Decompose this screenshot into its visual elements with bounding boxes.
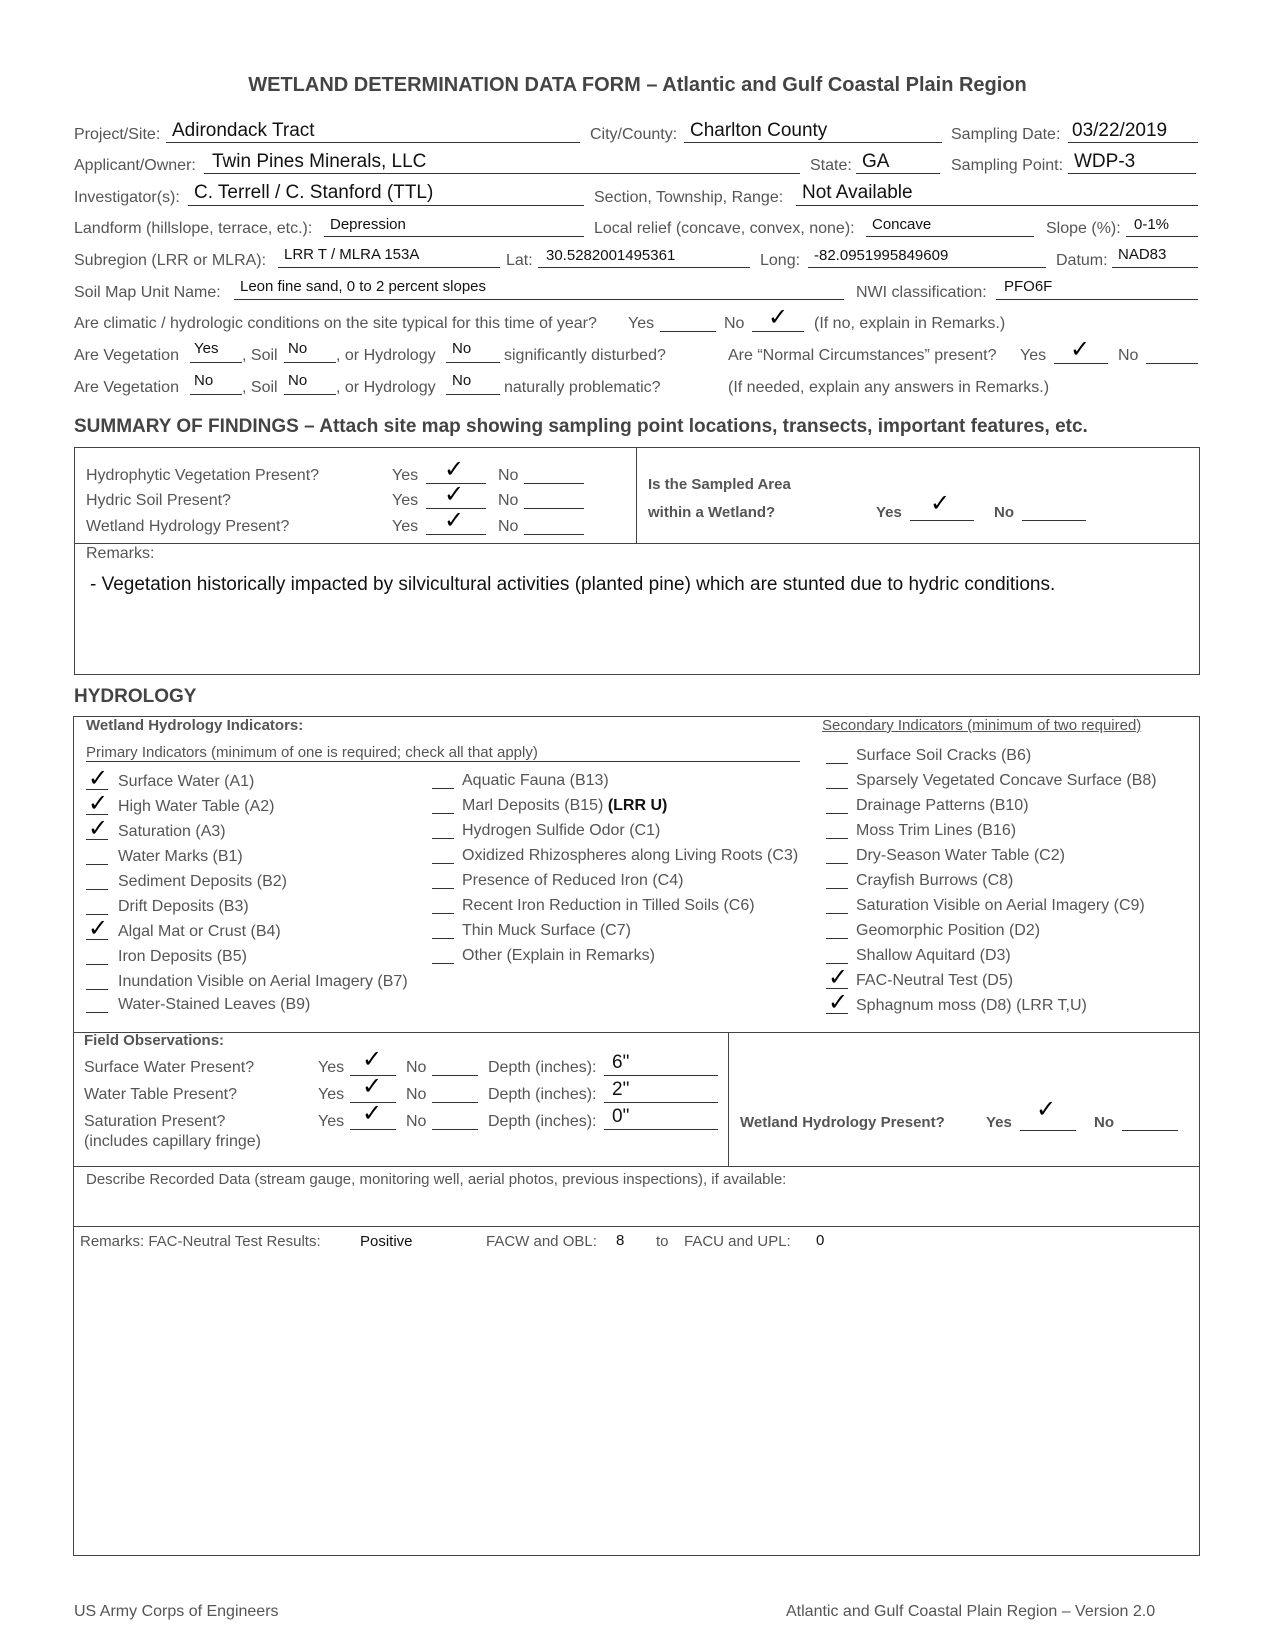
section-value[interactable]: Not Available: [802, 182, 913, 203]
indicator-checkbox[interactable]: [826, 788, 848, 789]
indicator-label: [462, 922, 631, 940]
remarks-divider: [73, 1226, 1199, 1227]
climatic-no-label: No: [724, 315, 745, 332]
wetland-hydro-yes-label: Yes: [986, 1114, 1012, 1131]
applicant-label: Applicant/Owner:: [74, 157, 196, 174]
climatic-note: (If no, explain in Remarks.): [814, 315, 1006, 332]
problem-veg-label: Are Vegetation: [74, 379, 179, 396]
table-depth-value[interactable]: 2": [612, 1079, 630, 1100]
surface-depth-value[interactable]: 6": [612, 1052, 630, 1073]
subregion-label: Subregion (LRR or MLRA):: [74, 252, 267, 269]
recorded-divider: [73, 1166, 1199, 1167]
city-value[interactable]: Charlton County: [690, 120, 828, 141]
facu-label: FACU and UPL:: [684, 1233, 791, 1250]
indicator-checkbox[interactable]: [432, 938, 454, 939]
checkmark-icon: ✓: [88, 790, 109, 817]
indicator-label: [118, 996, 310, 1014]
normal-no-line[interactable]: [1146, 363, 1198, 364]
indicators-label: Wetland Hydrology Indicators:: [86, 717, 304, 734]
indicator-text: Water-Stained Leaves (B9): [118, 996, 311, 1013]
table-no-line[interactable]: [432, 1102, 478, 1103]
indicator-text: Iron Deposits (B5): [118, 948, 247, 965]
indicator-label: [462, 947, 655, 965]
indicator-checkbox[interactable]: [826, 763, 848, 764]
nwi-line: [996, 299, 1198, 300]
indicator-label: [856, 872, 1013, 890]
no-label: No: [406, 1086, 427, 1103]
indicator-text: Marl Deposits (B15): [462, 797, 604, 814]
landform-label: Landform (hillslope, terrace, etc.):: [74, 220, 313, 237]
disturbed-veg-value[interactable]: Yes: [194, 340, 219, 357]
disturbed-soil-line: [284, 362, 336, 363]
soil-no-line[interactable]: [524, 508, 584, 509]
checkmark-icon: ✓: [88, 915, 109, 942]
recorded-data-label: Describe Recorded Data (stream gauge, monitoring well, aerial photos, previous inspections), if available:: [86, 1171, 787, 1188]
indicator-checkbox[interactable]: [86, 989, 108, 990]
checkmark-icon: ✓: [444, 507, 465, 534]
field-obs-vertical: [728, 1032, 729, 1166]
form-title: WETLAND DETERMINATION DATA FORM – Atlantic and Gulf Coastal Plain Region: [248, 74, 1027, 96]
datum-label: Datum:: [1056, 252, 1108, 269]
section-line: [796, 205, 1198, 206]
section-label: Section, Township, Range:: [594, 189, 784, 206]
hydro-remarks-label: Remarks: FAC-Neutral Test Results:: [80, 1233, 321, 1250]
applicant-line: [204, 173, 800, 174]
indicator-label: [856, 997, 1087, 1015]
point-line: [1068, 173, 1196, 174]
indicator-text: Surface Water (A1): [118, 773, 255, 790]
landform-line: [324, 236, 584, 237]
long-value[interactable]: -82.0951995849609: [814, 247, 949, 264]
soil-value[interactable]: Leon fine sand, 0 to 2 percent slopes: [240, 278, 487, 295]
indicator-label: [462, 772, 609, 790]
yes-label: Yes: [318, 1113, 345, 1130]
slope-label: Slope (%):: [1046, 220, 1121, 237]
sampled-no-line[interactable]: [1022, 520, 1086, 521]
disturbed-soil-label: , Soil: [242, 347, 278, 364]
indicator-label: [118, 873, 287, 891]
indicator-checkbox[interactable]: [826, 888, 848, 889]
city-line: [684, 142, 942, 143]
indicator-checkbox[interactable]: [432, 888, 454, 889]
indicator-label: [856, 797, 1029, 815]
climatic-question: Are climatic / hydrologic conditions on the site typical for this time of year?: [74, 315, 597, 332]
field-obs-label-table: Water Table Present?: [84, 1086, 237, 1103]
climatic-yes-line[interactable]: [660, 331, 716, 332]
field-obs-label-saturation: Saturation Present?: [84, 1113, 226, 1130]
surface-depth-line: [604, 1075, 718, 1076]
date-value[interactable]: 03/22/2019: [1072, 120, 1168, 141]
relief-label: Local relief (concave, convex, none):: [594, 220, 855, 237]
indicator-text: Saturation Visible on Aerial Imagery (C9): [856, 897, 1145, 914]
indicator-checkbox[interactable]: [432, 788, 454, 789]
checkmark-icon: ✓: [88, 765, 109, 792]
no-label: No: [498, 518, 519, 535]
state-value[interactable]: GA: [862, 151, 890, 172]
checkmark-icon: ✓: [362, 1046, 383, 1073]
indicator-label: [462, 847, 798, 865]
indicator-label: [856, 922, 1040, 940]
datum-value[interactable]: NAD83: [1118, 246, 1167, 263]
nwi-value[interactable]: PFO6F: [1004, 278, 1053, 295]
indicator-label: [856, 822, 1016, 840]
point-label: Sampling Point:: [951, 157, 1064, 174]
indicator-label: [856, 897, 1145, 915]
problem-veg-value[interactable]: No: [194, 372, 214, 389]
surface-no-line[interactable]: [432, 1075, 478, 1076]
point-value[interactable]: WDP-3: [1074, 151, 1136, 172]
subregion-line: [278, 267, 500, 268]
indicator-text: Water Marks (B1): [118, 848, 243, 865]
saturation-yes-line[interactable]: [350, 1129, 396, 1130]
lat-line: [538, 267, 750, 268]
indicator-text: Dry-Season Water Table (C2): [856, 847, 1065, 864]
indicator-text: Moss Trim Lines (B16): [856, 822, 1017, 839]
lat-value[interactable]: 30.5282001495361: [546, 247, 676, 264]
sampled-yes-label: Yes: [876, 504, 902, 521]
indicator-text: Oxidized Rhizospheres along Living Roots (C3): [462, 847, 799, 864]
date-label: Sampling Date:: [951, 126, 1061, 143]
facw-label: FACW and OBL:: [486, 1233, 597, 1250]
relief-value[interactable]: Concave: [872, 216, 932, 233]
disturbed-veg-label: Are Vegetation: [74, 347, 179, 364]
veg-no-line[interactable]: [524, 483, 584, 484]
indicator-text: Hydrogen Sulfide Odor (C1): [462, 822, 661, 839]
indicator-label: [118, 898, 249, 916]
saturation-no-line[interactable]: [432, 1129, 478, 1130]
indicator-text: Surface Soil Cracks (B6): [856, 747, 1032, 764]
hydro-yes-line[interactable]: [426, 534, 486, 535]
disturbed-soil-value[interactable]: No: [288, 340, 308, 357]
indicator-text: Thin Muck Surface (C7): [462, 922, 631, 939]
indicator-label: [118, 923, 281, 941]
indicator-text: FAC-Neutral Test (D5): [856, 972, 1014, 989]
indicator-text: Shallow Aquitard (D3): [856, 947, 1011, 964]
slope-value[interactable]: 0-1%: [1134, 216, 1170, 233]
normal-yes-line[interactable]: [1054, 363, 1108, 364]
problem-hydro-value[interactable]: No: [452, 372, 472, 389]
disturbed-veg-line: [190, 362, 242, 363]
climatic-no-line[interactable]: [752, 331, 804, 332]
indicator-text: Inundation Visible on Aerial Imagery (B7): [118, 973, 408, 990]
summary-row-label: Hydrophytic Vegetation Present?: [86, 467, 320, 484]
yes-label: Yes: [392, 467, 419, 484]
indicator-label: [118, 973, 408, 991]
wetland-hydro-yes-line[interactable]: [1020, 1130, 1076, 1131]
problem-soil-value[interactable]: No: [288, 372, 308, 389]
indicator-text: Saturation (A3): [118, 823, 226, 840]
indicator-text: Crayfish Burrows (C8): [856, 872, 1014, 889]
table-depth-line: [604, 1102, 718, 1103]
checkmark-icon: ✓: [828, 964, 849, 991]
summary-remarks-label: Remarks:: [86, 545, 155, 562]
investigator-value[interactable]: C. Terrell / C. Stanford (TTL): [194, 182, 434, 203]
normal-question: Are “Normal Circumstances” present?: [728, 347, 997, 364]
indicator-text: Sparsely Vegetated Concave Surface (B8): [856, 772, 1157, 789]
investigator-line: [188, 205, 584, 206]
secondary-label: Secondary Indicators (minimum of two required): [822, 717, 1142, 734]
soil-label: Soil Map Unit Name:: [74, 284, 221, 301]
disturbed-hydro-value[interactable]: No: [452, 340, 472, 357]
yes-label: Yes: [318, 1086, 345, 1103]
to-label: to: [656, 1233, 669, 1250]
no-label: No: [498, 467, 519, 484]
yes-label: Yes: [318, 1059, 345, 1076]
footer-left: US Army Corps of Engineers: [74, 1603, 279, 1620]
summary-divider: [636, 447, 637, 543]
long-line: [808, 267, 1046, 268]
project-label: Project/Site:: [74, 126, 161, 143]
indicator-checkbox[interactable]: [432, 813, 454, 814]
indicator-label: [118, 798, 275, 816]
indicator-label: [118, 823, 226, 841]
indicator-text: Geomorphic Position (D2): [856, 922, 1041, 939]
indicator-label: [118, 773, 254, 791]
summary-row-label: Wetland Hydrology Present?: [86, 518, 290, 535]
depth-label: Depth (inches):: [488, 1113, 597, 1130]
slope-line: [1126, 236, 1198, 237]
facu-value[interactable]: 0: [816, 1232, 825, 1249]
indicator-text: Other (Explain in Remarks): [462, 947, 655, 964]
wetland-hydro-no-label: No: [1094, 1114, 1114, 1131]
landform-value[interactable]: Depression: [330, 216, 406, 233]
checkmark-icon: ✓: [1070, 336, 1091, 363]
datum-line: [1112, 267, 1198, 268]
disturbed-text: significantly disturbed?: [504, 347, 666, 364]
primary-underline: [86, 761, 800, 762]
indicator-checkbox[interactable]: [826, 938, 848, 939]
hydrology-heading: HYDROLOGY: [74, 686, 197, 707]
facw-value[interactable]: 8: [616, 1232, 625, 1249]
indicator-text: Aquatic Fauna (B13): [462, 772, 609, 789]
nwi-label: NWI classification:: [856, 284, 987, 301]
indicator-label: [856, 847, 1065, 865]
indicator-label: [462, 797, 667, 815]
state-label: State:: [810, 157, 852, 174]
summary-heading: SUMMARY OF FINDINGS – Attach site map showing sampling point locations, transects, important features, etc.: [74, 416, 1088, 437]
depth-label: Depth (inches):: [488, 1059, 597, 1076]
normal-no-label: No: [1118, 347, 1139, 364]
relief-line: [866, 236, 1034, 237]
sampled-yes-line[interactable]: [910, 520, 974, 521]
problem-text: naturally problematic?: [504, 379, 661, 396]
indicator-text: Algal Mat or Crust (B4): [118, 923, 281, 940]
problem-soil-label: , Soil: [242, 379, 278, 396]
indicator-checkbox[interactable]: [86, 889, 108, 890]
problem-hydro-label: , or Hydrology: [336, 379, 436, 396]
no-label: No: [406, 1059, 427, 1076]
indicator-checkbox[interactable]: [826, 863, 848, 864]
indicator-bold-suffix: (LRR U): [607, 797, 668, 814]
footer-right: Atlantic and Gulf Coastal Plain Region – Version 2.0: [786, 1603, 1156, 1620]
saturation-depth-value[interactable]: 0": [612, 1106, 630, 1127]
no-label: No: [406, 1113, 427, 1130]
field-obs-sublabel: (includes capillary fringe): [84, 1133, 261, 1150]
field-obs-divider: [73, 1032, 1199, 1033]
city-label: City/County:: [590, 126, 678, 143]
indicator-text: Drainage Patterns (B10): [856, 797, 1029, 814]
sampled-question-2: within a Wetland?: [648, 504, 776, 521]
soil-line: [234, 299, 844, 300]
indicator-label: [856, 947, 1011, 965]
indicator-label: [462, 897, 755, 915]
indicator-label: [118, 848, 243, 866]
fac-result-value[interactable]: Positive: [360, 1233, 413, 1250]
hydro-no-line[interactable]: [524, 534, 584, 535]
indicator-text: Recent Iron Reduction in Tilled Soils (C6): [462, 897, 755, 914]
project-line: [166, 142, 580, 143]
indicator-text: Drift Deposits (B3): [118, 898, 249, 915]
indicator-label: [118, 948, 247, 966]
depth-label: Depth (inches):: [488, 1086, 597, 1103]
climatic-yes-label: Yes: [628, 315, 655, 332]
indicator-checkbox[interactable]: [86, 864, 108, 865]
disturbed-hydro-label: , or Hydrology: [336, 347, 436, 364]
checkmark-icon: ✓: [362, 1100, 383, 1127]
problem-veg-line: [190, 394, 242, 395]
checkmark-icon: ✓: [768, 304, 789, 331]
lat-label: Lat:: [506, 252, 533, 269]
indicator-checkbox[interactable]: [86, 1012, 108, 1013]
indicator-checkbox[interactable]: [826, 813, 848, 814]
indicator-text: High Water Table (A2): [118, 798, 275, 815]
yes-label: Yes: [392, 492, 419, 509]
indicator-checkbox[interactable]: [432, 838, 454, 839]
checkmark-icon: ✓: [362, 1073, 383, 1100]
problem-hydro-line: [446, 394, 500, 395]
indicator-text: Presence of Reduced Iron (C4): [462, 872, 684, 889]
indicator-label: [462, 872, 683, 890]
summary-row-label: Hydric Soil Present?: [86, 492, 231, 509]
disturbed-hydro-line: [446, 362, 500, 363]
project-value[interactable]: Adirondack Tract: [172, 120, 315, 141]
indicator-checkbox[interactable]: [826, 913, 848, 914]
checkmark-icon: ✓: [444, 456, 465, 483]
indicator-checkbox[interactable]: [432, 913, 454, 914]
indicator-checkbox[interactable]: [432, 963, 454, 964]
yes-label: Yes: [392, 518, 419, 535]
field-obs-label-surface: Surface Water Present?: [84, 1059, 255, 1076]
indicator-label: [462, 822, 660, 840]
investigator-label: Investigator(s):: [74, 189, 180, 206]
checkmark-icon: ✓: [1036, 1096, 1057, 1123]
wetland-hydro-question: Wetland Hydrology Present?: [740, 1114, 945, 1131]
normal-yes-label: Yes: [1020, 347, 1047, 364]
wetland-hydro-no-line[interactable]: [1122, 1130, 1178, 1131]
problem-soil-line: [284, 394, 336, 395]
no-label: No: [498, 492, 519, 509]
applicant-value[interactable]: Twin Pines Minerals, LLC: [212, 151, 427, 172]
summary-remarks-text[interactable]: - Vegetation historically impacted by silvicultural activities (planted pine) which are stunted due to hydric conditions.: [90, 574, 1056, 595]
sampled-question-1: Is the Sampled Area: [648, 476, 791, 493]
indicator-label: [856, 972, 1013, 990]
problem-note: (If needed, explain any answers in Remarks.): [728, 379, 1050, 396]
indicator-checkbox[interactable]: [432, 863, 454, 864]
checkmark-icon: ✓: [88, 815, 109, 842]
checkmark-icon: ✓: [444, 481, 465, 508]
summary-remarks-divider: [74, 543, 1199, 544]
field-obs-label: Field Observations:: [84, 1032, 225, 1049]
indicator-label: [856, 772, 1157, 790]
state-line: [856, 173, 940, 174]
indicator-label: [856, 747, 1031, 765]
indicator-checkbox[interactable]: [86, 964, 108, 965]
indicator-checkbox[interactable]: [826, 838, 848, 839]
sampled-no-label: No: [994, 504, 1014, 521]
checkmark-icon: ✓: [828, 989, 849, 1016]
indicator-text: Sphagnum moss (D8) (LRR T,U): [856, 997, 1087, 1014]
indicator-text: Sediment Deposits (B2): [118, 873, 287, 890]
saturation-depth-line: [604, 1129, 718, 1130]
date-line: [1068, 142, 1198, 143]
primary-label: Primary Indicators (minimum of one is required; check all that apply): [86, 744, 538, 761]
subregion-value[interactable]: LRR T / MLRA 153A: [284, 246, 420, 263]
long-label: Long:: [760, 252, 801, 269]
checkmark-icon: ✓: [930, 490, 951, 517]
